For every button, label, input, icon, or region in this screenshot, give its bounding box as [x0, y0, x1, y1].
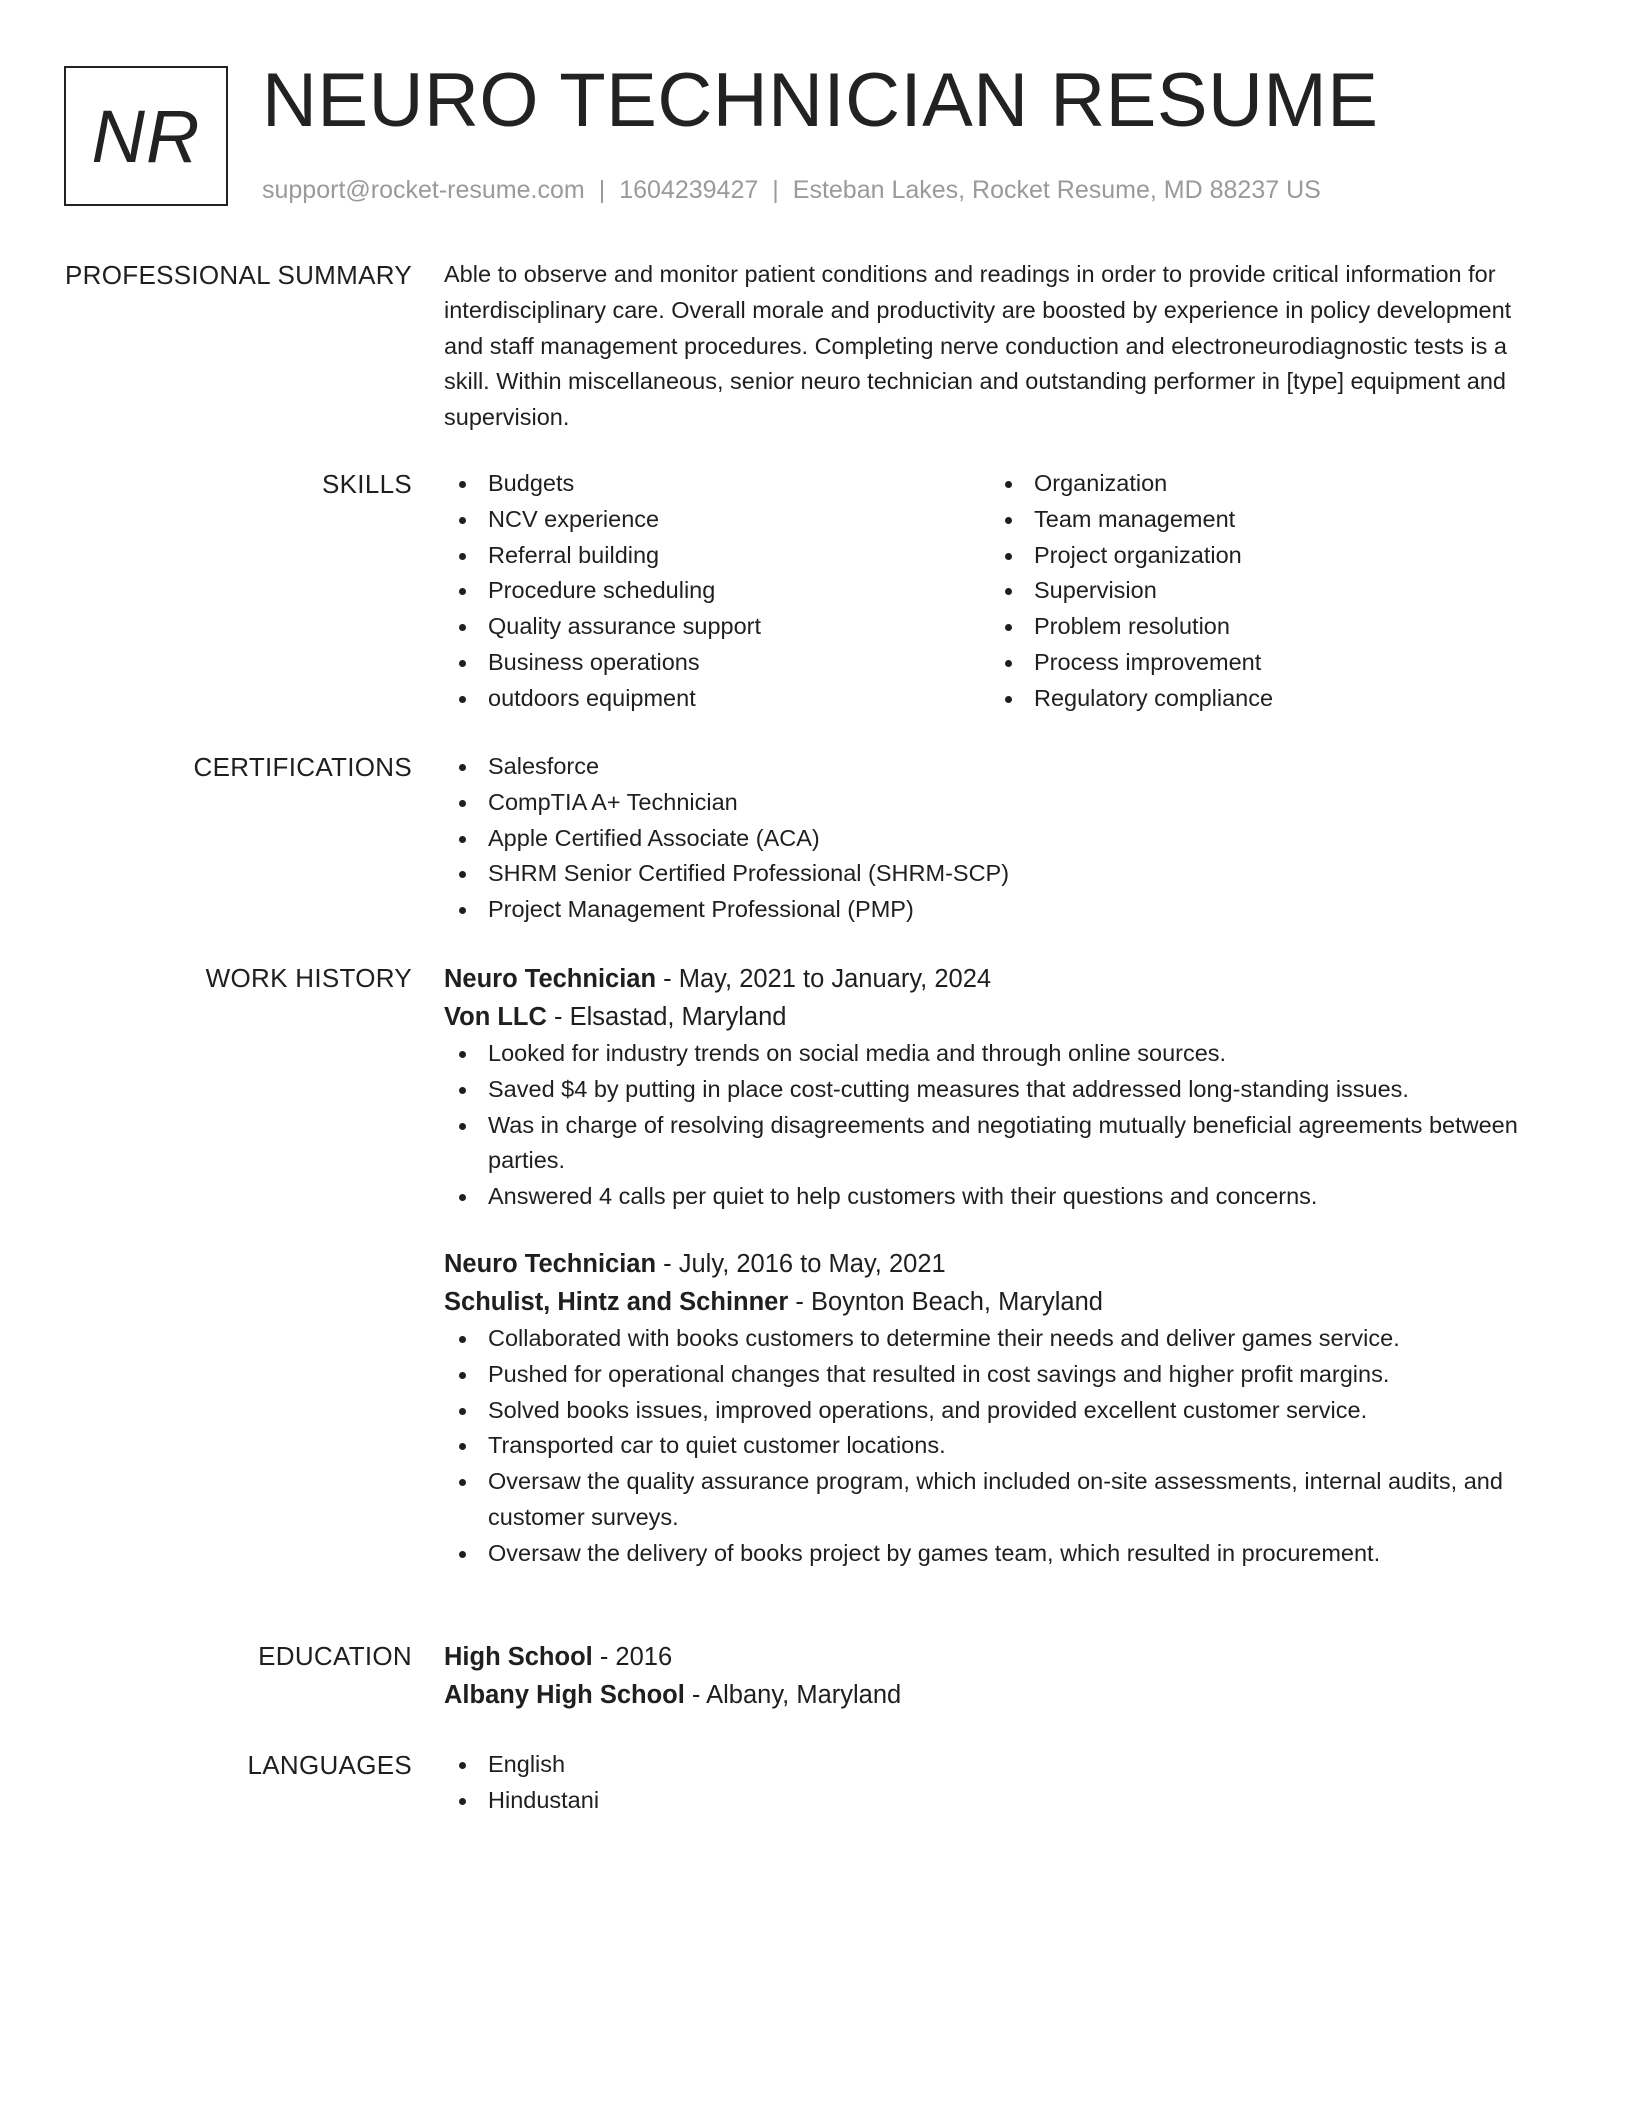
skills-column-left — [444, 466, 990, 717]
job-title-line — [444, 960, 1554, 998]
contact-line — [262, 173, 1321, 207]
education-degree: High School — [444, 1643, 593, 1671]
job-company-line — [444, 1283, 1554, 1321]
resume-title: NEURO TECHNICIAN RESUME — [262, 58, 1379, 143]
skills-grid — [444, 466, 1554, 717]
job-dates: - July, 2016 to May, 2021 — [656, 1249, 946, 1278]
education-degree-line — [444, 1638, 1554, 1676]
contact-email[interactable]: support@rocket-resume.com — [262, 176, 585, 204]
monogram-box — [64, 66, 228, 206]
certification-item: Apple Certified Associate (ACA) — [444, 821, 1554, 857]
section-label-work: WORK HISTORY — [205, 963, 412, 993]
skill-item: Regulatory compliance — [990, 681, 1536, 717]
job-bullet: Pushed for operational changes that resulted in cost savings and higher profit margins. — [444, 1357, 1554, 1393]
skill-item: Business operations — [444, 645, 990, 681]
skill-item: Problem resolution — [990, 609, 1536, 645]
job-bullet: Was in charge of resolving disagreements and negotiating mutually beneficial agreements between parties. — [444, 1108, 1554, 1180]
skill-item: Project organization — [990, 538, 1536, 574]
job-company-line — [444, 998, 1554, 1036]
certification-item: Salesforce — [444, 749, 1554, 785]
certification-item: Project Management Professional (PMP) — [444, 892, 1554, 928]
summary-body — [444, 257, 1554, 436]
job-bullets — [444, 1036, 1554, 1215]
skill-item: Supervision — [990, 573, 1536, 609]
skills-column-right — [990, 466, 1536, 717]
certification-item: SHRM Senior Certified Professional (SHRM-SCP) — [444, 856, 1554, 892]
skill-item: Organization — [990, 466, 1536, 502]
job-bullet: Saved $4 by putting in place cost-cutting measures that addressed long-standing issues. — [444, 1072, 1554, 1108]
section-label-languages: LANGUAGES — [247, 1750, 412, 1780]
section-label-certifications: CERTIFICATIONS — [193, 752, 412, 782]
certifications-body — [444, 749, 1554, 928]
contact-separator: | — [598, 176, 606, 204]
job-title: Neuro Technician — [444, 965, 657, 993]
contact-separator: | — [772, 176, 779, 204]
job-bullet: Oversaw the delivery of books project by games team, which resulted in procurement. — [444, 1536, 1554, 1572]
job-bullet: Answered 4 calls per quiet to help customers with their questions and concerns. — [444, 1179, 1554, 1215]
skill-item: Referral building — [444, 538, 990, 574]
education-school: Albany High School — [444, 1681, 685, 1709]
education-school-line — [444, 1676, 1554, 1714]
monogram-initials: NR — [91, 94, 201, 178]
job-bullet: Solved books issues, improved operations, and provided excellent customer service. — [444, 1393, 1554, 1429]
job-title: Neuro Technician — [444, 1249, 657, 1278]
job-entry — [444, 1245, 1554, 1572]
education-body — [444, 1638, 1554, 1714]
job-bullet: Collaborated with books customers to determine their needs and deliver games service. — [444, 1321, 1554, 1357]
job-title-line — [444, 1245, 1554, 1283]
job-location: - Elsastad, Maryland — [546, 1003, 787, 1031]
skill-item: Team management — [990, 502, 1536, 538]
education-year: - 2016 — [592, 1643, 673, 1671]
job-bullet: Transported car to quiet customer locations. — [444, 1428, 1554, 1464]
skill-item: NCV experience — [444, 502, 990, 538]
skill-item: Quality assurance support — [444, 609, 990, 645]
job-bullet: Looked for industry trends on social media and through online sources. — [444, 1036, 1554, 1072]
job-bullets — [444, 1321, 1554, 1572]
language-item: English — [444, 1747, 1554, 1783]
skill-item: outdoors equipment — [444, 681, 990, 717]
skill-item: Budgets — [444, 466, 990, 502]
job-entry — [444, 960, 1554, 1215]
skill-item: Procedure scheduling — [444, 573, 990, 609]
work-body — [444, 960, 1554, 1572]
contact-phone[interactable]: 1604239427 — [619, 176, 759, 204]
languages-body — [444, 1747, 1554, 1819]
certification-item: CompTIA A+ Technician — [444, 785, 1554, 821]
section-label-summary: PROFESSIONAL SUMMARY — [65, 260, 412, 290]
skill-item: Process improvement — [990, 645, 1536, 681]
job-location: - Boynton Beach, Maryland — [788, 1287, 1103, 1316]
job-bullet: Oversaw the quality assurance program, which included on-site assessments, internal audits, and customer surveys. — [444, 1464, 1554, 1536]
job-dates: - May, 2021 to January, 2024 — [656, 965, 992, 993]
job-company: Schulist, Hintz and Schinner — [444, 1287, 789, 1316]
contact-address: Esteban Lakes, Rocket Resume, MD 88237 US — [792, 176, 1321, 204]
education-location: - Albany, Maryland — [684, 1681, 902, 1709]
summary-text: Able to observe and monitor patient conditions and readings in order to provide critical information for interdisciplinary care. Overall morale and productivity are boosted by experience in policy development and staff management procedures. Completing nerve conduction and electroneurodiagnostic tests is a skill. Within miscellaneous, senior neuro technician and outstanding performer in [type] equipment and supervision. — [444, 261, 1512, 431]
language-item: Hindustani — [444, 1783, 1554, 1819]
job-company: Von LLC — [444, 1003, 547, 1031]
section-label-skills: SKILLS — [322, 469, 412, 499]
section-label-education: EDUCATION — [258, 1641, 412, 1671]
